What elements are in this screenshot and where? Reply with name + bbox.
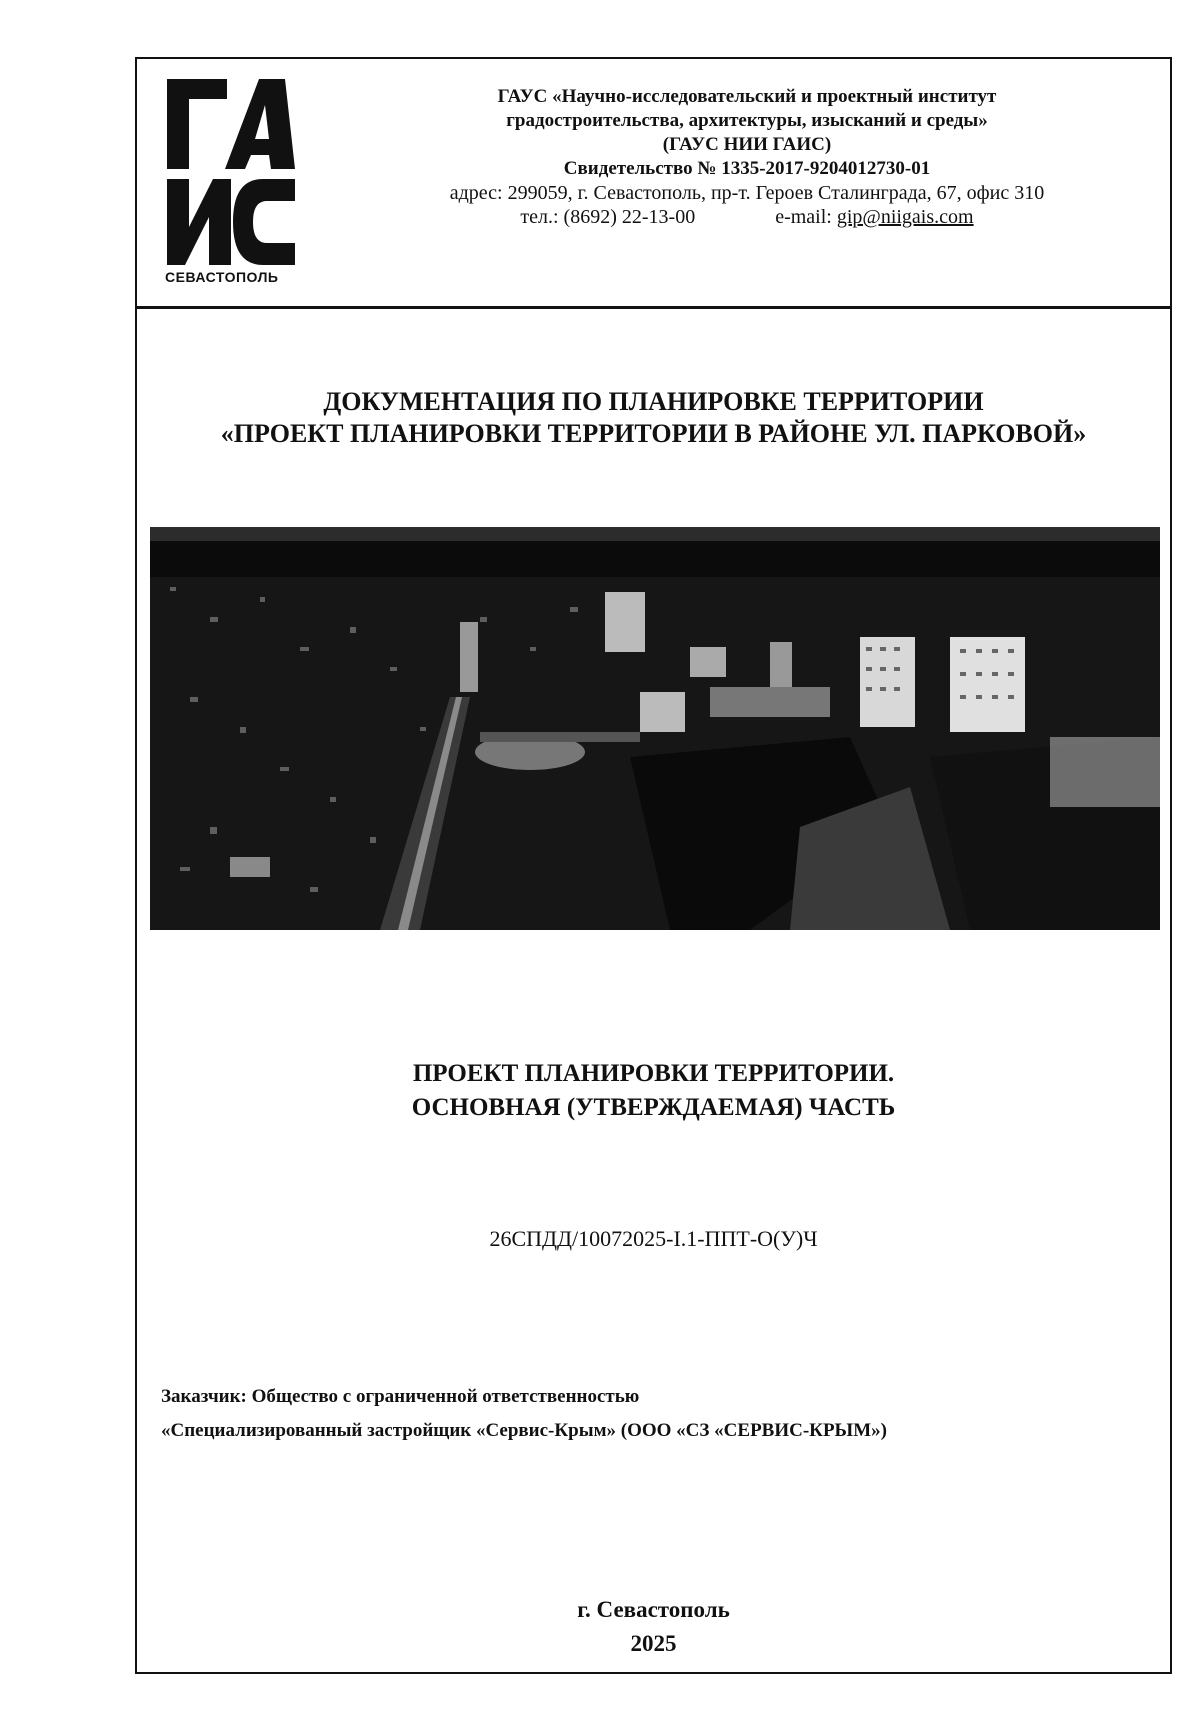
city-name: г. Севастополь bbox=[577, 1597, 730, 1622]
place-and-year bbox=[137, 1593, 1170, 1661]
logo-city-text: СЕВАСТОПОЛЬ bbox=[165, 269, 279, 285]
customer-line2: «Специализированный застройщик «Сервис-Крым» (ООО «СЗ «СЕРВИС-КРЫМ») bbox=[161, 1420, 887, 1441]
document-code: 26СПДД/10072025-I.1-ППТ-О(У)Ч bbox=[489, 1226, 818, 1251]
org-name-line1: ГАУС «Научно-исследовательский и проектный институт bbox=[497, 86, 997, 107]
year: 2025 bbox=[630, 1631, 677, 1656]
customer-line1: Заказчик: Общество с ограниченной ответственностью bbox=[161, 1386, 640, 1407]
section-title-line1: ПРОЕКТ ПЛАНИРОВКИ ТЕРРИТОРИИ. bbox=[412, 1060, 895, 1087]
gais-logo bbox=[165, 77, 297, 297]
org-contacts bbox=[347, 205, 1147, 229]
org-email-group bbox=[775, 205, 973, 229]
aerial-city-photo bbox=[150, 527, 1160, 930]
customer-block bbox=[161, 1380, 1151, 1448]
document-title-line1: ДОКУМЕНТАЦИЯ ПО ПЛАНИРОВКЕ ТЕРРИТОРИИ bbox=[323, 387, 984, 416]
email-label: e-mail: bbox=[775, 206, 832, 228]
org-phone: тел.: (8692) 22-13-00 bbox=[520, 206, 696, 228]
organization-info bbox=[347, 85, 1147, 229]
document-title-line2: «ПРОЕКТ ПЛАНИРОВКИ ТЕРРИТОРИИ В РАЙОНЕ УЛ. ПАРКОВОЙ» bbox=[220, 419, 1087, 448]
org-name-line2: градостроительства, архитектуры, изысканий и среды» bbox=[506, 110, 988, 131]
section-title bbox=[137, 1057, 1170, 1125]
gais-logo-mark bbox=[165, 77, 297, 267]
section-title-line2: ОСНОВНАЯ (УТВЕРЖДАЕМАЯ) ЧАСТЬ bbox=[411, 1094, 896, 1121]
org-short-name: (ГАУС НИИ ГАИС) bbox=[662, 134, 832, 155]
email-link[interactable]: gip@niigais.com bbox=[836, 206, 974, 228]
document-title bbox=[137, 386, 1170, 450]
document-frame bbox=[135, 57, 1172, 1674]
org-address: адрес: 299059, г. Севастополь, пр-т. Героев Сталинграда, 67, офис 310 bbox=[449, 182, 1045, 204]
certificate-number: Свидетельство № 1335-2017-9204012730-01 bbox=[563, 158, 931, 179]
header-block bbox=[137, 59, 1170, 309]
